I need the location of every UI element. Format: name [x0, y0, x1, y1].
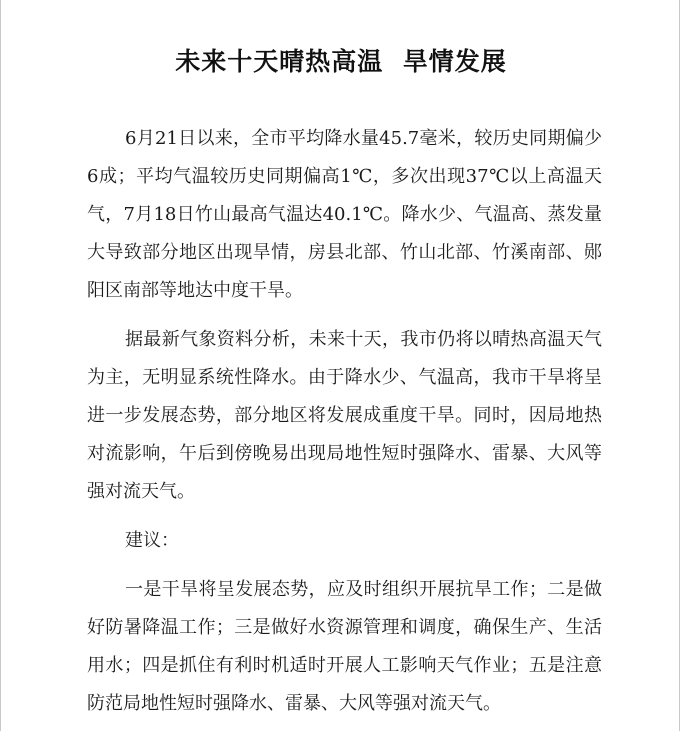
paragraph-suggestions: 一是干旱将呈发展态势，应及时组织开展抗旱工作；二是做好防暑降温工作；三是做好水资源管理和调度，确保生产、生活用水；四是抓住有利时机适时开展人工影响天气作业；五是注意防范局地性短时强降水、雷暴、大风等强对流天气。: [87, 579, 602, 714]
paragraph-rainfall-summary: 6月21日以来，全市平均降水量45.7毫米，较历史同期偏少6成；平均气温较历史同期偏高1℃，多次出现37℃以上高温天气，7月18日竹山最高气温达40.1℃。降水少、气温高、蒸发量大导致部分地区出现旱情，房县北部、竹山北部、竹溪南部、郧阳区南部等地达中度干旱。: [87, 128, 602, 301]
paragraph-forecast: 据最新气象资料分析，未来十天，我市仍将以晴热高温天气为主，无明显系统性降水。由于降水少、气温高，我市干旱将呈进一步发展态势，部分地区将发展成重度干旱。同时，因局地热对流影响，午后到傍晚易出现局地性短时强降水、雷暴、大风等强对流天气。: [87, 329, 602, 502]
document-body: [87, 120, 602, 734]
document-title: 未来十天晴热高温 旱情发展: [175, 47, 507, 76]
paragraph-suggestion-heading: 建议：: [125, 530, 179, 551]
